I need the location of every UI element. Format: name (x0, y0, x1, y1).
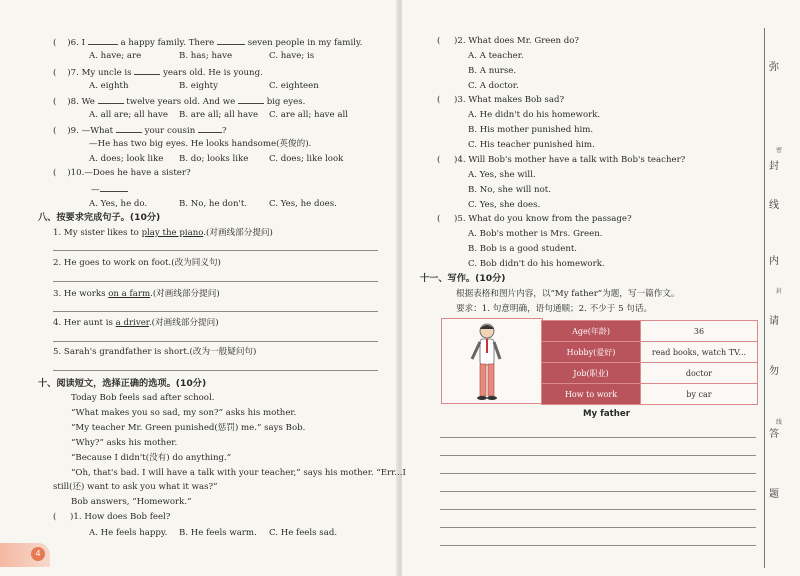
sec8-item-4: 4. Her aunt is a driver.(对画线部分提问) (53, 318, 219, 328)
option-b: B. has; have (179, 51, 233, 61)
answer-line[interactable] (53, 250, 378, 251)
answer-blank[interactable] (134, 66, 160, 75)
question-7: ( )7. My uncle is years old. He is young. (53, 68, 263, 78)
binding-char: 封 (769, 161, 779, 172)
option-b: B. do; looks like (179, 154, 249, 164)
option-a: A. He didn't do his homework. (468, 110, 601, 120)
page-number: 4 (31, 547, 45, 561)
question-6: ( )6. I a happy family. There seven people in my family. (53, 38, 363, 48)
answer-blank[interactable] (98, 95, 124, 104)
right-page (402, 0, 800, 576)
option-a: A. all are; all have (89, 110, 168, 120)
question-10: ( )10.—Does he have a sister? (53, 168, 191, 178)
answer-blank[interactable] (116, 124, 142, 133)
option-a: A. does; look like (89, 154, 164, 164)
table-value: doctor (641, 363, 758, 384)
table-label: Age(年龄) (542, 321, 641, 342)
binding-char: 勿 (769, 366, 779, 377)
passage-line: “Because I didn't(没有) do anything.” (71, 453, 232, 463)
sec8-item-1: 1. My sister likes to play the piano.(对画线部分提问) (53, 228, 273, 238)
sec8-item-5: 5. Sarah's grandfather is short.(改为一般疑问句) (53, 347, 257, 357)
option-b: B. No, she will not. (468, 185, 551, 195)
question-10-answer-line: — (91, 183, 128, 196)
question-8: ( )8. We twelve years old. And we big eyes. (53, 97, 306, 107)
option-c: C. are all; have all (269, 110, 348, 120)
binding-small-char: 线 (776, 419, 783, 426)
section-11-title: 十一、写作。(10分) (420, 273, 506, 284)
answer-blank[interactable] (88, 36, 118, 45)
option-c: C. Yes, she does. (468, 200, 541, 210)
option-c: C. His teacher punished him. (468, 140, 595, 150)
option-c: C. does; like look (269, 154, 344, 164)
reading-question-2: ( )2. What does Mr. Green do? (437, 36, 580, 46)
table-label: How to work (542, 384, 641, 405)
binding-char: 线 (769, 200, 779, 211)
option-b: B. He feels warm. (179, 528, 257, 538)
question-9-response: —He has two big eyes. He looks handsome(英俊的). (89, 139, 312, 149)
option-b: B. Bob is a good student. (468, 244, 578, 254)
essay-title: My father (583, 409, 630, 419)
writing-instruction: 根据表格和图片内容，以“My father”为题，写一篇作文。 (456, 289, 680, 299)
reading-question-1: ( )1. How does Bob feel? (53, 512, 171, 522)
passage-line: “Oh, that's bad. I will have a talk with your teacher,” says his mother. “Err...I (71, 468, 406, 478)
option-a: A. A teacher. (468, 51, 524, 61)
father-picture (441, 318, 543, 404)
answer-line[interactable] (440, 437, 756, 438)
passage-line: “What makes you so sad, my son?” asks his mother. (71, 408, 297, 418)
section-10-title: 十、阅读短文，选择正确的选项。(10分) (38, 378, 207, 389)
table-row (542, 363, 758, 384)
option-b: B. are all; all have (179, 110, 259, 120)
passage-line: “Why?” asks his mother. (71, 438, 178, 448)
option-c: C. Yes, he does. (269, 199, 337, 209)
option-a: A. Yes, she will. (468, 170, 536, 180)
info-table (541, 320, 758, 405)
answer-blank[interactable] (238, 95, 264, 104)
option-b: B. eighty (179, 81, 218, 91)
answer-line[interactable] (440, 527, 756, 528)
table-row (542, 342, 758, 363)
answer-line[interactable] (53, 311, 378, 312)
sec8-item-2: 2. He goes to work on foot.(改为同义句) (53, 258, 221, 268)
answer-blank[interactable] (217, 36, 245, 45)
answer-line[interactable] (440, 545, 756, 546)
binding-line (764, 28, 765, 568)
reading-question-5: ( )5. What do you know from the passage? (437, 214, 632, 224)
answer-line[interactable] (440, 455, 756, 456)
option-c: C. Bob didn't do his homework. (468, 259, 605, 269)
answer-line[interactable] (440, 491, 756, 492)
binding-char: 请 (769, 316, 779, 327)
binding-char: 答 (769, 429, 779, 440)
answer-blank[interactable] (100, 183, 128, 192)
sec8-item-3: 3. He works on a farm.(对画线部分提问) (53, 289, 220, 299)
answer-line[interactable] (53, 341, 378, 342)
option-c: C. A doctor. (468, 81, 519, 91)
writing-requirement: 要求：1. 句意明确，语句通顺；2. 不少于 5 句话。 (456, 304, 653, 314)
table-row (542, 321, 758, 342)
binding-small-char: 密 (776, 147, 783, 154)
passage-line: still(还) want to ask you what it was?” (53, 482, 218, 492)
table-value: by car (641, 384, 758, 405)
option-a: A. Yes, he do. (89, 199, 148, 209)
option-b: B. His mother punished him. (468, 125, 594, 135)
section-8-title: 八、按要求完成句子。(10分) (38, 212, 161, 223)
passage-line: Today Bob feels sad after school. (71, 393, 215, 403)
option-b: B. A nurse. (468, 66, 517, 76)
table-row (542, 384, 758, 405)
option-c: C. have; is (269, 51, 315, 61)
answer-blank[interactable] (198, 124, 222, 133)
passage-line: Bob answers, “Homework.” (71, 497, 192, 507)
table-value: 36 (641, 321, 758, 342)
binding-char: 题 (769, 489, 779, 500)
answer-line[interactable] (440, 473, 756, 474)
option-b: B. No, he don't. (179, 199, 248, 209)
answer-line[interactable] (440, 509, 756, 510)
option-a: A. have; are (89, 51, 142, 61)
table-label: Job(职业) (542, 363, 641, 384)
option-c: C. He feels sad. (269, 528, 338, 538)
reading-question-4: ( )4. Will Bob's mother have a talk with Bob's teacher? (437, 155, 686, 165)
reading-question-3: ( )3. What makes Bob sad? (437, 95, 565, 105)
answer-line[interactable] (53, 281, 378, 282)
option-a: A. He feels happy. (89, 528, 168, 538)
option-c: C. eighteen (269, 81, 319, 91)
table-value: read books, watch TV... (641, 342, 758, 363)
binding-char: 内 (769, 256, 779, 267)
passage-line: “My teacher Mr. Green punished(惩罚) me.” says Bob. (71, 423, 306, 433)
answer-line[interactable] (53, 370, 378, 371)
table-label: Hobby(爱好) (542, 342, 641, 363)
binding-small-char: 封 (776, 288, 783, 295)
option-a: A. eighth (89, 81, 129, 91)
option-a: A. Bob's mother is Mrs. Green. (468, 229, 603, 239)
binding-char: 弥 (769, 62, 779, 73)
question-9: ( )9. —What your cousin ? (53, 126, 227, 136)
